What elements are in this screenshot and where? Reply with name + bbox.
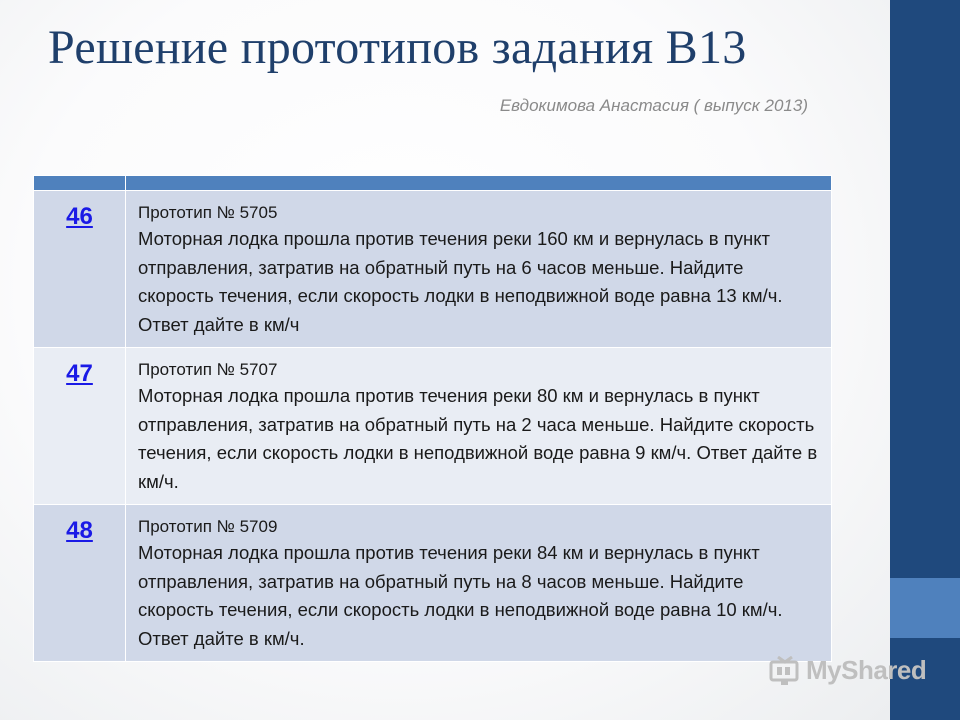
task-number-link[interactable]: 48 <box>66 517 93 544</box>
table-row <box>34 191 832 348</box>
task-text: Моторная лодка прошла против течения реки 160 км и вернулась в пункт отправления, затратив на обратный путь на 6 часов меньше. Найдите скорость течения, если скорость лодки в неподвижной воде равна 13 км/ч. Ответ дайте в км/ч <box>138 228 783 335</box>
table-header-row <box>34 176 832 191</box>
table-header-cell <box>126 176 832 191</box>
task-text-cell <box>126 348 832 505</box>
prototype-label: Прототип № 5707 <box>138 360 278 379</box>
task-text-cell <box>126 505 832 662</box>
prototype-label: Прототип № 5705 <box>138 203 278 222</box>
table-header-cell <box>34 176 126 191</box>
task-number-link[interactable]: 46 <box>66 203 93 230</box>
task-number-cell <box>34 505 126 662</box>
task-text: Моторная лодка прошла против течения реки 80 км и вернулась в пункт отправления, затратив на обратный путь на 2 часа меньше. Найдите скорость течения, если скорость лодки в неподвижной воде равна 9 км/ч. Ответ дайте в км/ч. <box>138 385 818 492</box>
myshared-logo-icon <box>768 656 802 686</box>
slide-subtitle: Евдокимова Анастасия ( выпуск 2013) <box>499 96 808 115</box>
slide-title: Решение прототипов задания В13 <box>48 21 747 74</box>
task-number-cell <box>34 191 126 348</box>
side-decor-bar <box>890 0 960 578</box>
watermark-text: MyShared <box>806 655 927 685</box>
prototype-label: Прототип № 5709 <box>138 517 278 536</box>
task-number-link[interactable]: 47 <box>66 360 93 387</box>
table-row <box>34 348 832 505</box>
task-text: Моторная лодка прошла против течения реки 84 км и вернулась в пункт отправления, затратив на обратный путь на 8 часов меньше. Найдите скорость течения, если скорость лодки в неподвижной воде равна 10 км/ч. Ответ дайте в км/ч. <box>138 542 783 649</box>
side-decor-accent <box>890 578 960 638</box>
task-number-cell <box>34 348 126 505</box>
tasks-table <box>33 175 832 662</box>
watermark <box>768 655 926 686</box>
table-row <box>34 505 832 662</box>
task-text-cell <box>126 191 832 348</box>
